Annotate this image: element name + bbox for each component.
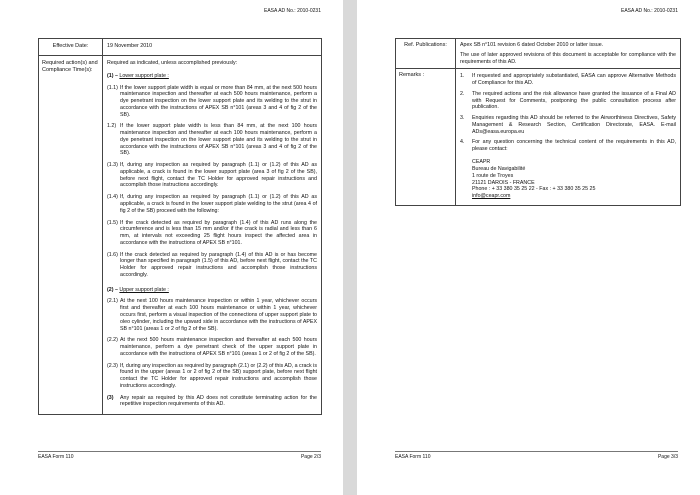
item-number: (1.3) bbox=[107, 162, 118, 169]
item-number: (1.1) bbox=[107, 84, 118, 91]
required-actions-label: Required action(s) and Compliance Time(s): bbox=[39, 56, 103, 414]
remarks-body bbox=[456, 69, 680, 205]
list-item bbox=[107, 337, 317, 357]
item-number: 1. bbox=[460, 73, 465, 80]
item-text: If the crack detected as required by paragraph (1.4) of this AD runs along the circumference and is less than 15 mm and/or if the crack is radial and less than 6 mm, at intervals not exceeding 25 flight hours inspect the affected area in accordance with the instructions of APEX SB n°101. bbox=[120, 219, 317, 246]
list-item bbox=[107, 363, 317, 390]
ref-publications-label: Ref. Publications: bbox=[396, 39, 456, 68]
ref-publication-text: Apex SB n°101 revision 6 dated October 2010 or latter issue. bbox=[460, 42, 604, 48]
item-number: (2.2) bbox=[107, 337, 118, 344]
ad-number-header: EASA AD No.: 2010-0231 bbox=[621, 8, 678, 14]
list-item bbox=[107, 162, 317, 189]
section-3-text: Any repair as required by this AD does not constitute terminating action for the repetitive inspection requirements of this AD. bbox=[120, 394, 317, 408]
item-text: If, during any inspection as required by paragraph (1.1) or (1.2) of this AD as applicable, a crack is found in the lower support plate (area 3 of fig 2 of the SB), before next flight, contact the TC Holder for approved repair instructions and accomplish those instructions accordingly. bbox=[120, 162, 317, 189]
footer-page-number: Page 2/3 bbox=[300, 454, 321, 460]
references-table bbox=[395, 38, 681, 206]
footer bbox=[395, 451, 678, 460]
item-text: If the crack detected as required by paragraph (1.4) of this AD is or has become longer than specified in paragraph (1.5) of this AD, before next flight, contact the TC Holder for approved repair instructions and accomplish those instructions accordingly. bbox=[120, 251, 317, 278]
ref-publication-note: The use of later approved revisions of this document is acceptable for compliance with the requirements of this AD. bbox=[460, 51, 676, 65]
contact-email[interactable]: info@ceapr.com bbox=[472, 193, 511, 200]
section-1-number: (1) – bbox=[107, 72, 118, 79]
list-item bbox=[460, 73, 676, 87]
item-number: 4. bbox=[460, 139, 465, 146]
item-text: If the lower support plate width is equal or more than 84 mm, at the next 500 hours maintenance inspection and thereafter at each 500 hours maintenance, perform a dye penetrant inspection on the lower support plate and its welding to the strut in accordance with the instructions of APEX SB n°101 (areas 3 and 4 of fig 2 of the SB). bbox=[120, 84, 317, 118]
item-number: 1.2) bbox=[107, 123, 117, 130]
footer-form: EASA Form 110 bbox=[395, 454, 431, 460]
list-item bbox=[107, 252, 317, 279]
item-number: 2. bbox=[460, 90, 465, 97]
effective-date-value: 19 November 2010 bbox=[107, 43, 153, 49]
list-item bbox=[460, 91, 676, 111]
address-line: 1 route de Troyes bbox=[472, 172, 514, 179]
list-item bbox=[460, 115, 676, 135]
item-text: If the lower support plate width is less than 84 mm, at the next 100 hours maintenance inspection and thereafter at each 100 hours maintenance, perform a dye penetrant inspection on the lower support plate and its welding to the strut in accordance with the instructions of APEX SB n°101 (areas 3 and 4 of fig 2 of the SB). bbox=[120, 123, 317, 157]
effective-date-row bbox=[39, 39, 321, 55]
section-2-title: Upper support plate : bbox=[119, 286, 169, 293]
item-text: If, during any inspection as required by paragraph (2.1) or (2.2) of this AD, a crack is found in the upper (areas 1 or 2 of fig 2 of the SB) support plate, before next flight contact the TC Holder for approved repair instructions and accomplish those instructions accordingly. bbox=[120, 362, 317, 389]
remarks-label: Remarks : bbox=[396, 69, 456, 205]
item-text: The required actions and the risk allowance have granted the issuance of a Final AD with Request for Comments, postponing the public consultation process after publication. bbox=[472, 90, 676, 111]
item-number: (2.1) bbox=[107, 298, 118, 305]
section-1-list bbox=[107, 85, 317, 279]
item-text: At the next 500 hours maintenance inspection and thereafter at each 500 hours maintenance, perform a dye penetrant check of the upper support plate in accordance with the instructions of APEX SB n°101 (areas 1 or 2 of fig 2 of the SB). bbox=[120, 337, 317, 357]
section-2-number: (2) – bbox=[107, 286, 118, 293]
address-line: CEAPR bbox=[472, 158, 491, 165]
item-text: For any question concerning the technical content of the requirements in this AD, please contact: bbox=[472, 139, 676, 153]
list-item bbox=[107, 220, 317, 247]
required-actions-row bbox=[39, 55, 321, 414]
remarks-list bbox=[460, 73, 676, 153]
section-2-heading bbox=[107, 287, 317, 294]
list-item bbox=[460, 139, 676, 153]
item-number: (2.3) bbox=[107, 362, 118, 369]
section-3-number: (3) bbox=[107, 394, 114, 401]
ref-publications-value bbox=[456, 39, 680, 68]
effective-date-label: Effective Date: bbox=[39, 39, 103, 55]
item-text: If requested and appropriately substantiated, EASA can approve Alternative Methods of Compliance for this AD. bbox=[472, 73, 676, 87]
item-text: If, during any inspection as required by paragraph (1.1) or (1.2) of this AD as applicable, a crack is found in the lower support plate welding to the strut (area 4 of fig 2 of the SB) proceed with the following: bbox=[120, 194, 317, 214]
requirements-table bbox=[38, 38, 322, 415]
contact-address bbox=[472, 159, 676, 193]
required-actions-body bbox=[103, 56, 321, 414]
footer bbox=[38, 451, 321, 460]
item-number: 3. bbox=[460, 115, 465, 122]
section-1-heading bbox=[107, 73, 317, 80]
list-item bbox=[107, 85, 317, 119]
list-item bbox=[107, 123, 317, 157]
page-2 bbox=[0, 0, 343, 495]
item-number: (1.6) bbox=[107, 251, 118, 258]
section-1-title: Lower support plate : bbox=[119, 72, 169, 79]
page-3 bbox=[357, 0, 700, 495]
item-number: (1.5) bbox=[107, 219, 118, 226]
intro-text: Required as indicated, unless accomplished previously: bbox=[107, 60, 238, 66]
ad-number-header: EASA AD No.: 2010-0231 bbox=[264, 8, 321, 14]
list-item bbox=[107, 194, 317, 214]
footer-page-number: Page 3/3 bbox=[657, 454, 678, 460]
item-number: (1.4) bbox=[107, 194, 118, 201]
address-line: Bureau de Navigabilité bbox=[472, 165, 526, 172]
ref-publications-row bbox=[396, 39, 680, 68]
section-3-item bbox=[107, 395, 317, 409]
list-item bbox=[107, 298, 317, 332]
footer-form: EASA Form 110 bbox=[38, 454, 74, 460]
item-text: Enquiries regarding this AD should be referred to the Airworthiness Directives, Safety Management & Research Section, Certification Directorate, EASA. E-mail ADs@easa.europa.eu bbox=[472, 115, 676, 135]
remarks-row bbox=[396, 68, 680, 205]
address-line: 21121 DAROIS - FRANCE bbox=[472, 179, 535, 186]
item-text: At the next 100 hours maintenance inspection or within 1 year, whichever occurs first and thereafter at each 100 hours maintenance or within 1 year, whichever occurs first, perform a visual inspection of the connections of upper support plate to oleo cylinder, including the upward side in accordance with the instructions of APEX SB n°101 (areas 1 or 2 of fig 2 of the SB). bbox=[120, 298, 317, 332]
address-line: Phone : + 33 380 35 25 22 - Fax : + 33 380 35 25 25 bbox=[472, 186, 596, 193]
section-2-list bbox=[107, 298, 317, 389]
